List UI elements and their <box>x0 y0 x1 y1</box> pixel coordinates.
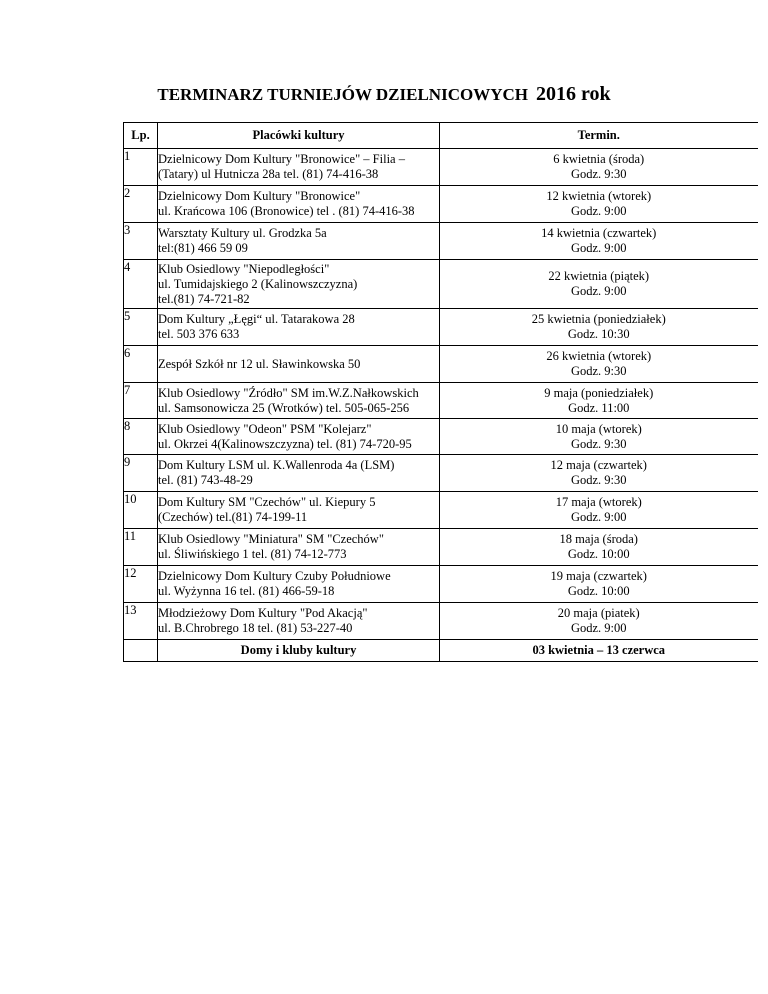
row-number: 9 <box>124 455 158 492</box>
venue-line: ul. Tumidajskiego 2 (Kalinowszczyzna) <box>158 276 358 291</box>
date-cell <box>440 603 758 640</box>
row-number: 12 <box>124 566 158 603</box>
venue-line: (Tatary) ul Hutnicza 28a tel. (81) 74-416-38 <box>158 167 379 181</box>
venue-cell <box>158 260 440 309</box>
time-line: Godz. 10:30 <box>567 327 630 341</box>
venue-cell <box>158 455 440 492</box>
venue-line: Dom Kultury „Łęgi“ ul. Tatarakowa 28 <box>158 312 355 326</box>
date-line: 12 kwietnia (wtorek) <box>546 189 652 203</box>
date-line: 26 kwietnia (wtorek) <box>546 349 652 363</box>
header-place: Placówki kultury <box>158 123 440 149</box>
venue-cell <box>158 566 440 603</box>
time-line: Godz. 10:00 <box>567 584 630 598</box>
date-line: 19 maja (czwartek) <box>550 569 647 583</box>
table-row <box>124 529 758 566</box>
venue-line: Młodzieżowy Dom Kultury "Pod Akacją" <box>158 606 368 620</box>
table-row <box>124 566 758 603</box>
footer-lp <box>124 640 158 662</box>
date-line: 20 maja (piatek) <box>557 606 640 620</box>
venue-line: Dom Kultury SM "Czechów" ul. Kiepury 5 <box>158 495 376 509</box>
venue-cell <box>158 223 440 260</box>
table-row <box>124 383 758 419</box>
header-lp: Lp. <box>124 123 158 149</box>
date-line: 18 maja (środa) <box>559 532 638 546</box>
venue-line: (Czechów) tel.(81) 74-199-11 <box>158 510 308 524</box>
venue-line: ul. Śliwińskiego 1 tel. (81) 74-12-773 <box>158 547 347 561</box>
time-line: Godz. 9:00 <box>570 204 627 218</box>
venue-line: tel. 503 376 633 <box>158 327 240 341</box>
date-cell <box>440 223 758 260</box>
venue-cell <box>158 149 440 186</box>
venue-line: Klub Osiedlowy "Niepodległości" <box>158 261 330 276</box>
venue-cell <box>158 419 440 455</box>
date-cell <box>440 566 758 603</box>
time-line: Godz. 9:30 <box>570 167 627 181</box>
row-number: 1 <box>124 149 158 186</box>
venue-line: Zespół Szkół nr 12 ul. Sławinkowska 50 <box>158 356 361 371</box>
date-cell <box>440 492 758 529</box>
row-number: 5 <box>124 309 158 346</box>
venue-line: Dom Kultury LSM ul. K.Wallenroda 4a (LSM) <box>158 458 395 472</box>
table-row <box>124 260 758 309</box>
row-number: 3 <box>124 223 158 260</box>
venue-line: Klub Osiedlowy "Odeon" PSM "Kolejarz" <box>158 421 372 436</box>
venue-line: Dzielnicowy Dom Kultury Czuby Południowe <box>158 569 391 583</box>
row-number: 8 <box>124 419 158 455</box>
venue-line: Klub Osiedlowy "Miniatura" SM "Czechów" <box>158 532 384 546</box>
row-number: 11 <box>124 529 158 566</box>
date-line: 17 maja (wtorek) <box>555 495 642 509</box>
date-cell <box>440 455 758 492</box>
venue-line: Dzielnicowy Dom Kultury "Bronowice" <box>158 189 361 203</box>
table-row <box>124 309 758 346</box>
date-line: 25 kwietnia (poniedziałek) <box>531 312 666 326</box>
table-row <box>124 603 758 640</box>
venue-line: ul. Samsonowicza 25 (Wrotków) tel. 505-065-256 <box>158 400 410 415</box>
time-line: Godz. 9:00 <box>570 284 627 298</box>
time-line: Godz. 9:00 <box>570 621 627 635</box>
venue-line: ul. Krańcowa 106 (Bronowice) tel . (81) 74-416-38 <box>158 204 415 218</box>
date-cell <box>440 260 758 309</box>
table-row <box>124 149 758 186</box>
time-line: Godz. 11:00 <box>568 400 630 415</box>
table-row <box>124 186 758 223</box>
date-cell <box>440 149 758 186</box>
header-term: Termin. <box>440 123 758 149</box>
venue-cell <box>158 309 440 346</box>
row-number: 6 <box>124 346 158 383</box>
venue-line: tel:(81) 466 59 09 <box>158 241 248 255</box>
date-line: 12 maja (czwartek) <box>550 458 647 472</box>
table-body <box>124 149 758 640</box>
row-number: 7 <box>124 383 158 419</box>
time-line: Godz. 9:30 <box>570 364 627 378</box>
table-row <box>124 455 758 492</box>
venue-line: tel.(81) 74-721-82 <box>158 291 250 306</box>
date-line: 9 maja (poniedziałek) <box>544 385 654 400</box>
venue-line: Dzielnicowy Dom Kultury "Bronowice" – Filia – <box>158 152 405 166</box>
date-cell <box>440 529 758 566</box>
venue-cell <box>158 529 440 566</box>
date-cell <box>440 346 758 383</box>
footer-term: 03 kwietnia – 13 czerwca <box>440 640 758 662</box>
venue-line: ul. Wyżynna 16 tel. (81) 466-59-18 <box>158 584 335 598</box>
venue-line: ul. Okrzei 4(Kalinowszczyzna) tel. (81) 74-720-95 <box>158 436 412 451</box>
header-row <box>124 123 758 149</box>
time-line: Godz. 9:30 <box>570 436 627 451</box>
table-row <box>124 223 758 260</box>
date-cell <box>440 419 758 455</box>
time-line: Godz. 9:30 <box>570 473 627 487</box>
date-line: 14 kwietnia (czwartek) <box>541 226 657 240</box>
table-row <box>124 346 758 383</box>
venue-line: Klub Osiedlowy "Źródło" SM im.W.Z.Nałkowskich <box>158 385 419 400</box>
date-line: 22 kwietnia (piątek) <box>548 269 650 283</box>
row-number: 2 <box>124 186 158 223</box>
page-title <box>0 83 768 106</box>
title-year: 2016 rok <box>535 83 611 105</box>
date-cell <box>440 186 758 223</box>
venue-line: ul. B.Chrobrego 18 tel. (81) 53-227-40 <box>158 621 353 635</box>
venue-line: tel. (81) 743-48-29 <box>158 473 253 487</box>
venue-cell <box>158 492 440 529</box>
table-row <box>124 419 758 455</box>
table-row <box>124 492 758 529</box>
time-line: Godz. 10:00 <box>567 547 630 561</box>
venue-cell <box>158 383 440 419</box>
row-number: 4 <box>124 260 158 309</box>
title-main: TERMINARZ TURNIEJÓW DZIELNICOWYCH <box>157 85 528 104</box>
date-cell <box>440 309 758 346</box>
venue-cell <box>158 603 440 640</box>
date-line: 6 kwietnia (środa) <box>553 152 645 166</box>
footer-place: Domy i kluby kultury <box>158 640 440 662</box>
date-line: 10 maja (wtorek) <box>555 421 642 436</box>
venue-cell <box>158 346 440 383</box>
footer-row <box>124 640 758 662</box>
time-line: Godz. 9:00 <box>570 241 627 255</box>
row-number: 10 <box>124 492 158 529</box>
time-line: Godz. 9:00 <box>570 510 627 524</box>
row-number: 13 <box>124 603 158 640</box>
venue-line: Warsztaty Kultury ul. Grodzka 5a <box>158 226 327 240</box>
venue-cell <box>158 186 440 223</box>
schedule-table <box>123 122 758 662</box>
date-cell <box>440 383 758 419</box>
